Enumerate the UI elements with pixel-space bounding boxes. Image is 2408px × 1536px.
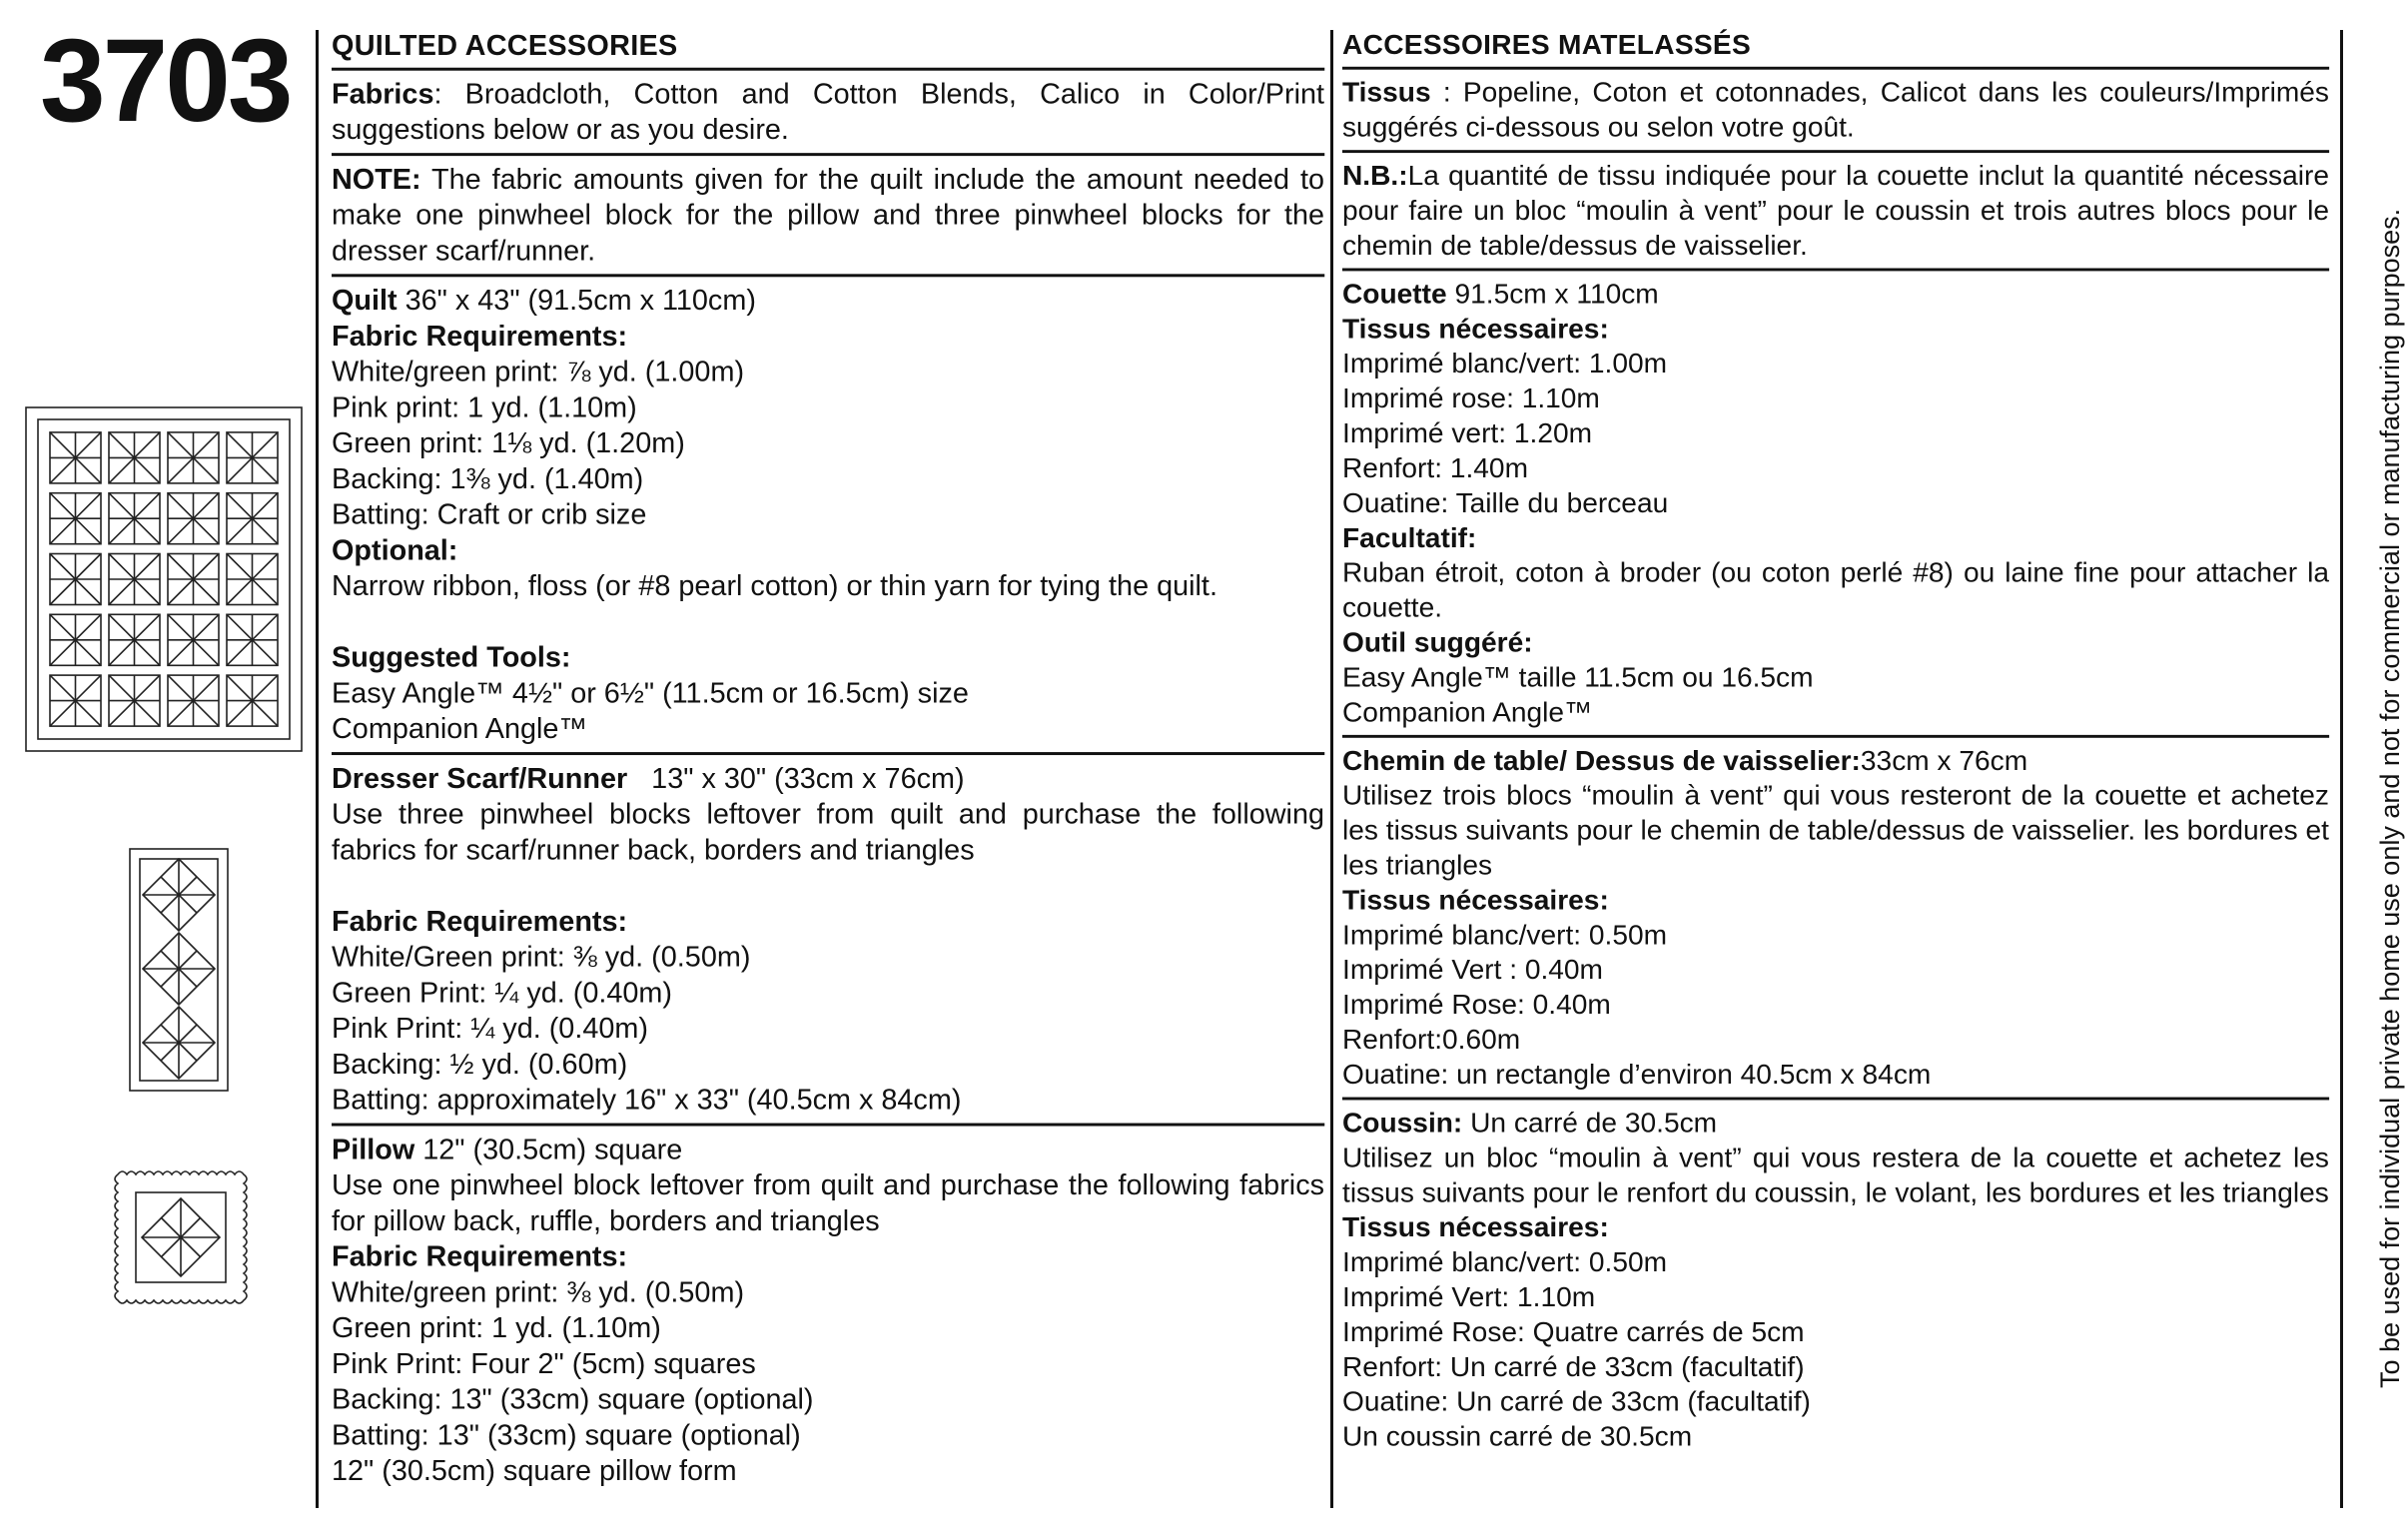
chemin-item: Imprimé Vert : 0.40m bbox=[1342, 955, 1603, 987]
english-fabrics-section bbox=[332, 75, 1324, 156]
coussin-item: Imprimé Vert: 1.10m bbox=[1342, 1281, 1596, 1313]
pillow-item: Pink Print: Four 2" (5cm) squares bbox=[332, 1348, 756, 1380]
left-column-rule bbox=[316, 30, 319, 1508]
pillow-item: Batting: 13" (33cm) square (optional) bbox=[332, 1419, 801, 1452]
runner-size: 13" x 30" (33cm x 76cm) bbox=[627, 763, 965, 795]
nb-label: N.B.: bbox=[1342, 160, 1408, 192]
coussin-req-label: Tissus nécessaires: bbox=[1342, 1211, 1609, 1243]
couette-item: Imprimé rose: 1.10m bbox=[1342, 383, 1600, 414]
chemin-size: 33cm x 76cm bbox=[1860, 745, 2028, 777]
chemin-desc: Utilisez trois blocs “moulin à vent” qui vous resteront de la couette et achetez les tissus suivants pour le chemin de table/dessus de vaisselier. les bordures et les triangles bbox=[1342, 780, 2329, 882]
chemin-req-label: Tissus nécessaires: bbox=[1342, 885, 1609, 917]
optional-text: Narrow ribbon, floss (or #8 pearl cotton) or thin yarn for tying the quilt. bbox=[332, 570, 1217, 603]
chemin-item: Renfort:0.60m bbox=[1342, 1024, 1521, 1056]
french-column bbox=[1342, 28, 2329, 1463]
pillow-size: 12" (30.5cm) square bbox=[414, 1134, 683, 1166]
english-pillow-section bbox=[332, 1131, 1324, 1495]
center-column-rule bbox=[1330, 30, 1333, 1508]
pillow-item: 12" (30.5cm) square pillow form bbox=[332, 1455, 737, 1488]
french-runner-section bbox=[1342, 742, 2329, 1101]
runner-desc: Use three pinwheel blocks leftover from quilt and purchase the following fabrics for scarf/runner back, borders and triangles bbox=[332, 798, 1324, 867]
quilt-item: Backing: 1⅜ yd. (1.40m) bbox=[332, 463, 644, 495]
english-note-section bbox=[332, 160, 1324, 277]
couette-size: 91.5cm x 110cm bbox=[1446, 279, 1659, 311]
note-text: The fabric amounts given for the quilt include the amount needed to make one pinwheel block for the pillow and three pinwheel blocks for the dresser scarf/runner. bbox=[332, 164, 1324, 268]
runner-item: Pink Print: ¼ yd. (0.40m) bbox=[332, 1013, 648, 1046]
chemin-item: Imprimé blanc/vert: 0.50m bbox=[1342, 920, 1668, 952]
quilt-label: Quilt bbox=[332, 285, 398, 318]
pillow-label: Pillow bbox=[332, 1134, 415, 1166]
side-note: To be used for individual private home use only and not for commercial or manufacturing purposes. bbox=[2375, 208, 2405, 1388]
chemin-label: Chemin de table/ Dessus de vaisselier: bbox=[1342, 745, 1861, 777]
pillow-item: White/green print: ⅜ yd. (0.50m) bbox=[332, 1276, 745, 1309]
coussin-desc: Utilisez un bloc “moulin à vent” qui vous restera de la couette et achetez les tissus suivants pour le renfort du coussin, le volant, les bordures et les triangles bbox=[1342, 1143, 2329, 1209]
couette-item: Ouatine: Taille du berceau bbox=[1342, 487, 1669, 519]
pillow-desc: Use one pinwheel block leftover from quilt and purchase the following fabrics for pillow back, ruffle, borders and triangles bbox=[332, 1169, 1324, 1237]
tissus-text: : Popeline, Coton et cotonnades, Calicot dans les couleurs/Imprimés suggérés ci-dessous ou selon votre goût. bbox=[1342, 77, 2329, 144]
pillow-item: Green print: 1 yd. (1.10m) bbox=[332, 1312, 661, 1345]
coussin-item: Imprimé Rose: Quatre carrés de 5cm bbox=[1342, 1316, 1805, 1348]
pillow-illustration bbox=[112, 1168, 250, 1306]
tool-item: Companion Angle™ bbox=[332, 713, 588, 746]
runner-item: Batting: approximately 16" x 33" (40.5cm x 84cm) bbox=[332, 1084, 962, 1117]
quilt-item: Green print: 1⅛ yd. (1.20m) bbox=[332, 427, 685, 460]
coussin-item: Un coussin carré de 30.5cm bbox=[1342, 1421, 1693, 1453]
quilt-item: White/green print: ⅞ yd. (1.00m) bbox=[332, 356, 745, 388]
french-quilt-section bbox=[1342, 275, 2329, 738]
note-label: NOTE: bbox=[332, 164, 421, 196]
fabrics-label: Fabrics bbox=[332, 78, 434, 111]
facultatif-text: Ruban étroit, coton à broder (ou coton perlé #8) ou laine fine pour attacher la couette. bbox=[1342, 557, 2329, 624]
english-title: QUILTED ACCESSORIES bbox=[332, 28, 1324, 71]
chemin-item: Imprimé Rose: 0.40m bbox=[1342, 989, 1611, 1021]
tools-label: Suggested Tools: bbox=[332, 641, 571, 674]
tool-item: Easy Angle™ 4½" or 6½" (11.5cm or 16.5cm) size bbox=[332, 677, 969, 710]
french-fabrics-section bbox=[1342, 74, 2329, 154]
fabrics-text: : Broadcloth, Cotton and Cotton Blends, Calico in Color/Print suggestions below or as you desire. bbox=[332, 78, 1324, 147]
outil-label: Outil suggéré: bbox=[1342, 627, 1533, 659]
coussin-label: Coussin: bbox=[1342, 1108, 1463, 1140]
french-title: ACCESSOIRES MATELASSÉS bbox=[1342, 28, 2329, 70]
french-note-section bbox=[1342, 157, 2329, 271]
coussin-size: Un carré de 30.5cm bbox=[1462, 1108, 1718, 1140]
pillow-item: Backing: 13" (33cm) square (optional) bbox=[332, 1383, 814, 1416]
tissus-label: Tissus bbox=[1342, 77, 1431, 109]
pattern-number: 3703 bbox=[40, 15, 291, 147]
couette-item: Imprimé vert: 1.20m bbox=[1342, 417, 1593, 449]
outil-item: Companion Angle™ bbox=[1342, 697, 1593, 729]
english-quilt-section bbox=[332, 281, 1324, 755]
runner-label: Dresser Scarf/Runner bbox=[332, 763, 628, 795]
couette-label: Couette bbox=[1342, 279, 1447, 311]
runner-item: Backing: ½ yd. (0.60m) bbox=[332, 1049, 628, 1081]
english-runner-section bbox=[332, 759, 1324, 1127]
couette-item: Imprimé blanc/vert: 1.00m bbox=[1342, 348, 1668, 380]
pillow-req-label: Fabric Requirements: bbox=[332, 1240, 628, 1273]
quilt-req-label: Fabric Requirements: bbox=[332, 321, 628, 353]
couette-item: Renfort: 1.40m bbox=[1342, 452, 1529, 484]
nb-text: La quantité de tissu indiquée pour la couette inclut la quantité nécessaire pour faire un bloc “moulin à vent” pour le coussin et trois autres blocs pour le chemin de table/dessus de vaisselier. bbox=[1342, 160, 2329, 262]
outil-item: Easy Angle™ taille 11.5cm ou 16.5cm bbox=[1342, 662, 1814, 694]
quilt-item: Pink print: 1 yd. (1.10m) bbox=[332, 391, 637, 424]
coussin-item: Ouatine: Un carré de 33cm (facultatif) bbox=[1342, 1386, 1811, 1418]
right-column-rule bbox=[2340, 30, 2343, 1508]
coussin-item: Renfort: Un carré de 33cm (facultatif) bbox=[1342, 1351, 1805, 1383]
runner-req-label: Fabric Requirements: bbox=[332, 906, 628, 938]
runner-item: White/Green print: ⅜ yd. (0.50m) bbox=[332, 941, 751, 974]
runner-illustration bbox=[128, 847, 230, 1093]
chemin-item: Ouatine: un rectangle d’environ 40.5cm x 84cm bbox=[1342, 1059, 1932, 1091]
coussin-item: Imprimé blanc/vert: 0.50m bbox=[1342, 1246, 1668, 1278]
english-column bbox=[332, 28, 1324, 1498]
french-pillow-section bbox=[1342, 1104, 2329, 1459]
runner-item: Green Print: ¼ yd. (0.40m) bbox=[332, 977, 672, 1010]
quilt-item: Batting: Craft or crib size bbox=[332, 498, 647, 531]
optional-label: Optional: bbox=[332, 534, 458, 567]
quilt-size: 36" x 43" (91.5cm x 110cm) bbox=[397, 285, 756, 318]
facultatif-label: Facultatif: bbox=[1342, 522, 1477, 554]
quilt-illustration bbox=[24, 405, 304, 753]
couette-req-label: Tissus nécessaires: bbox=[1342, 314, 1609, 346]
